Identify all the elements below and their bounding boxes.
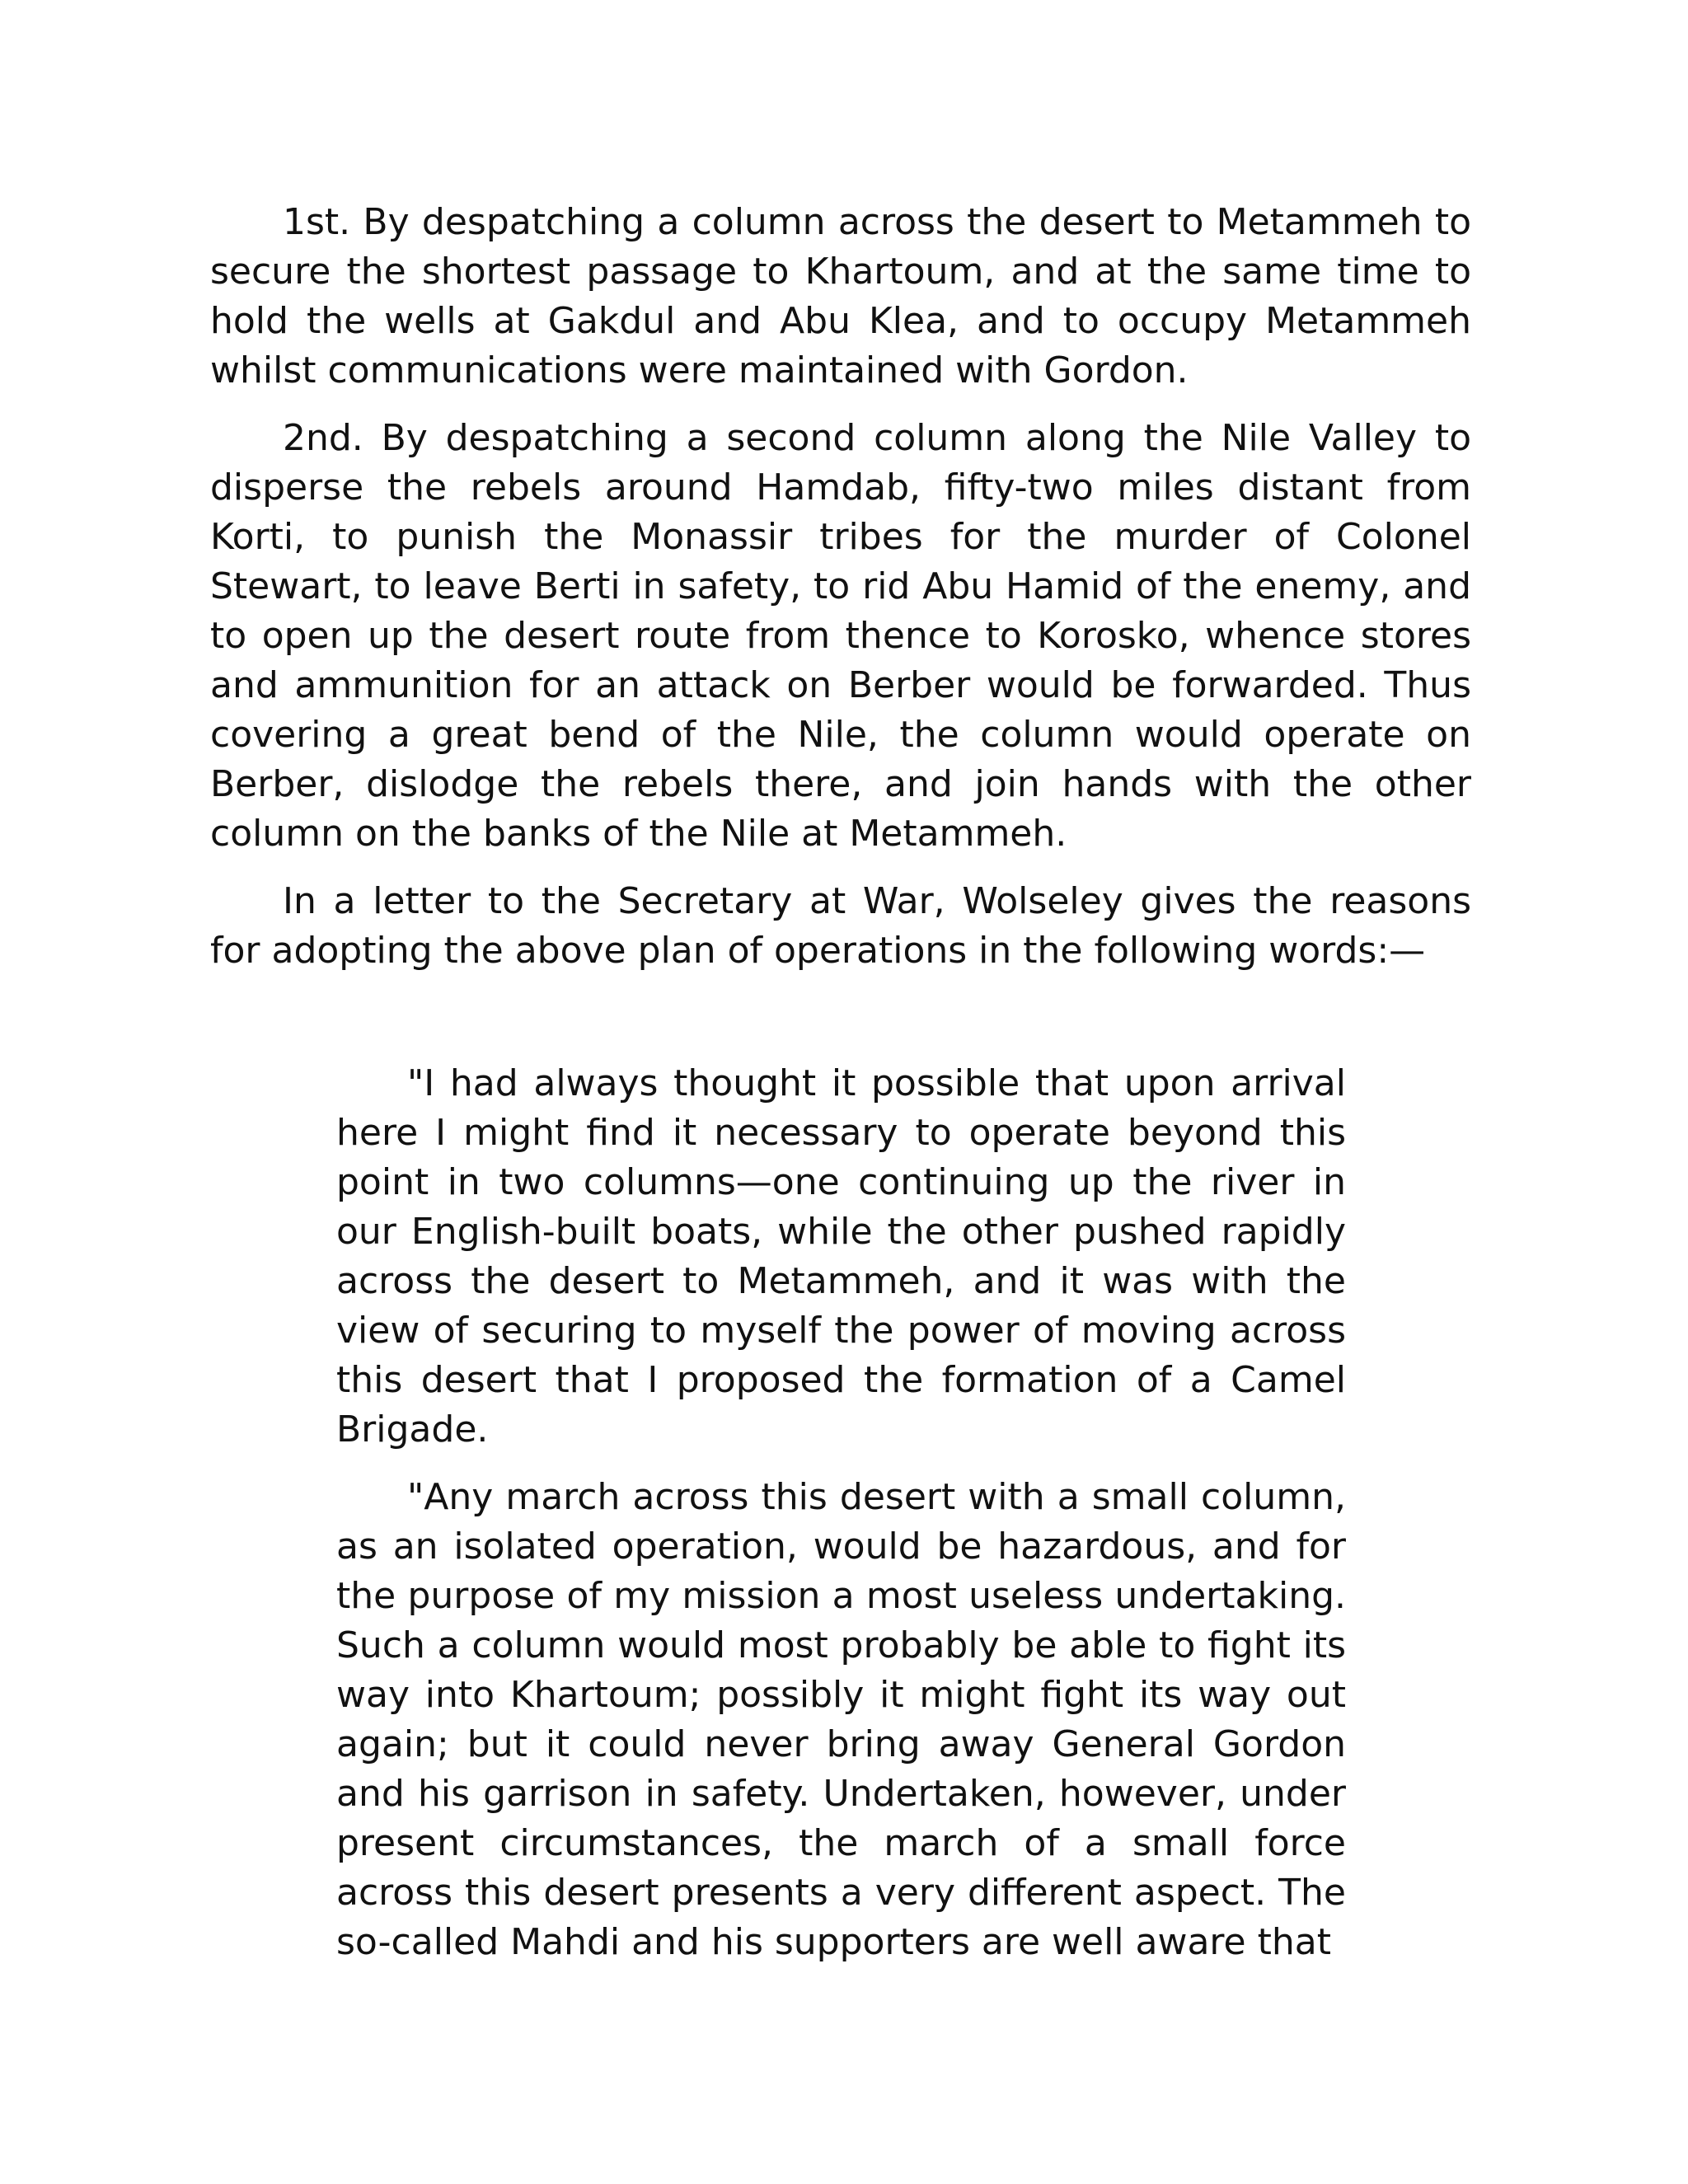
main-text: [210, 198, 1471, 994]
block-quote: [336, 1059, 1346, 1985]
quote-paragraph-desert-march: "Any march across this desert with a small column, as an isolated operation, would be hazardous, and for the purpose of my mission a most useless undertaking. Such a column would most probably be able to fight its way into Khartoum; possibly it might fight its way out again; but it could never bring away General Gordon and his garrison in safety. Undertaken, however, under present circumstances, the march of a small force across this desert presents a very different aspect. The so-called Mahdi and his supporters are well aware that: [336, 1476, 1346, 1963]
paragraph-second-column-plan: 2nd. By despatching a second column along the Nile Valley to disperse the rebels around Hamdab, fifty-two miles distant from Korti, to punish the Monassir tribes for the murder of Colonel Stewart, to leave Berti in safety, to rid Abu Hamid of the enemy, and to open up the desert route from thence to Korosko, whence stores and ammunition for an attack on Berber would be forwarded. Thus covering a great bend of the Nile, the column would operate on Berber, dislodge the rebels there, and join hands with the other column on the banks of the Nile at Metammeh.: [210, 417, 1471, 855]
quote-paragraph-camel-brigade: "I had always thought it possible that upon arrival here I might find it necessary to operate beyond this point in two columns—one continuing up the river in our English-built boats, while the other pushed rapidly across the desert to Metammeh, and it was with the view of securing to myself the power of moving across this desert that I proposed the formation of a Camel Brigade.: [336, 1062, 1346, 1451]
paragraph-first-column-plan: 1st. By despatching a column across the desert to Metammeh to secure the shortest passage to Khartoum, and at the same time to hold the wells at Gakdul and Abu Klea, and to occupy Metammeh whilst communications were maintained with Gordon.: [210, 201, 1471, 391]
paragraph-letter-intro: In a letter to the Secretary at War, Wolseley gives the reasons for adopting the above plan of operations in the following words:—: [210, 880, 1471, 972]
